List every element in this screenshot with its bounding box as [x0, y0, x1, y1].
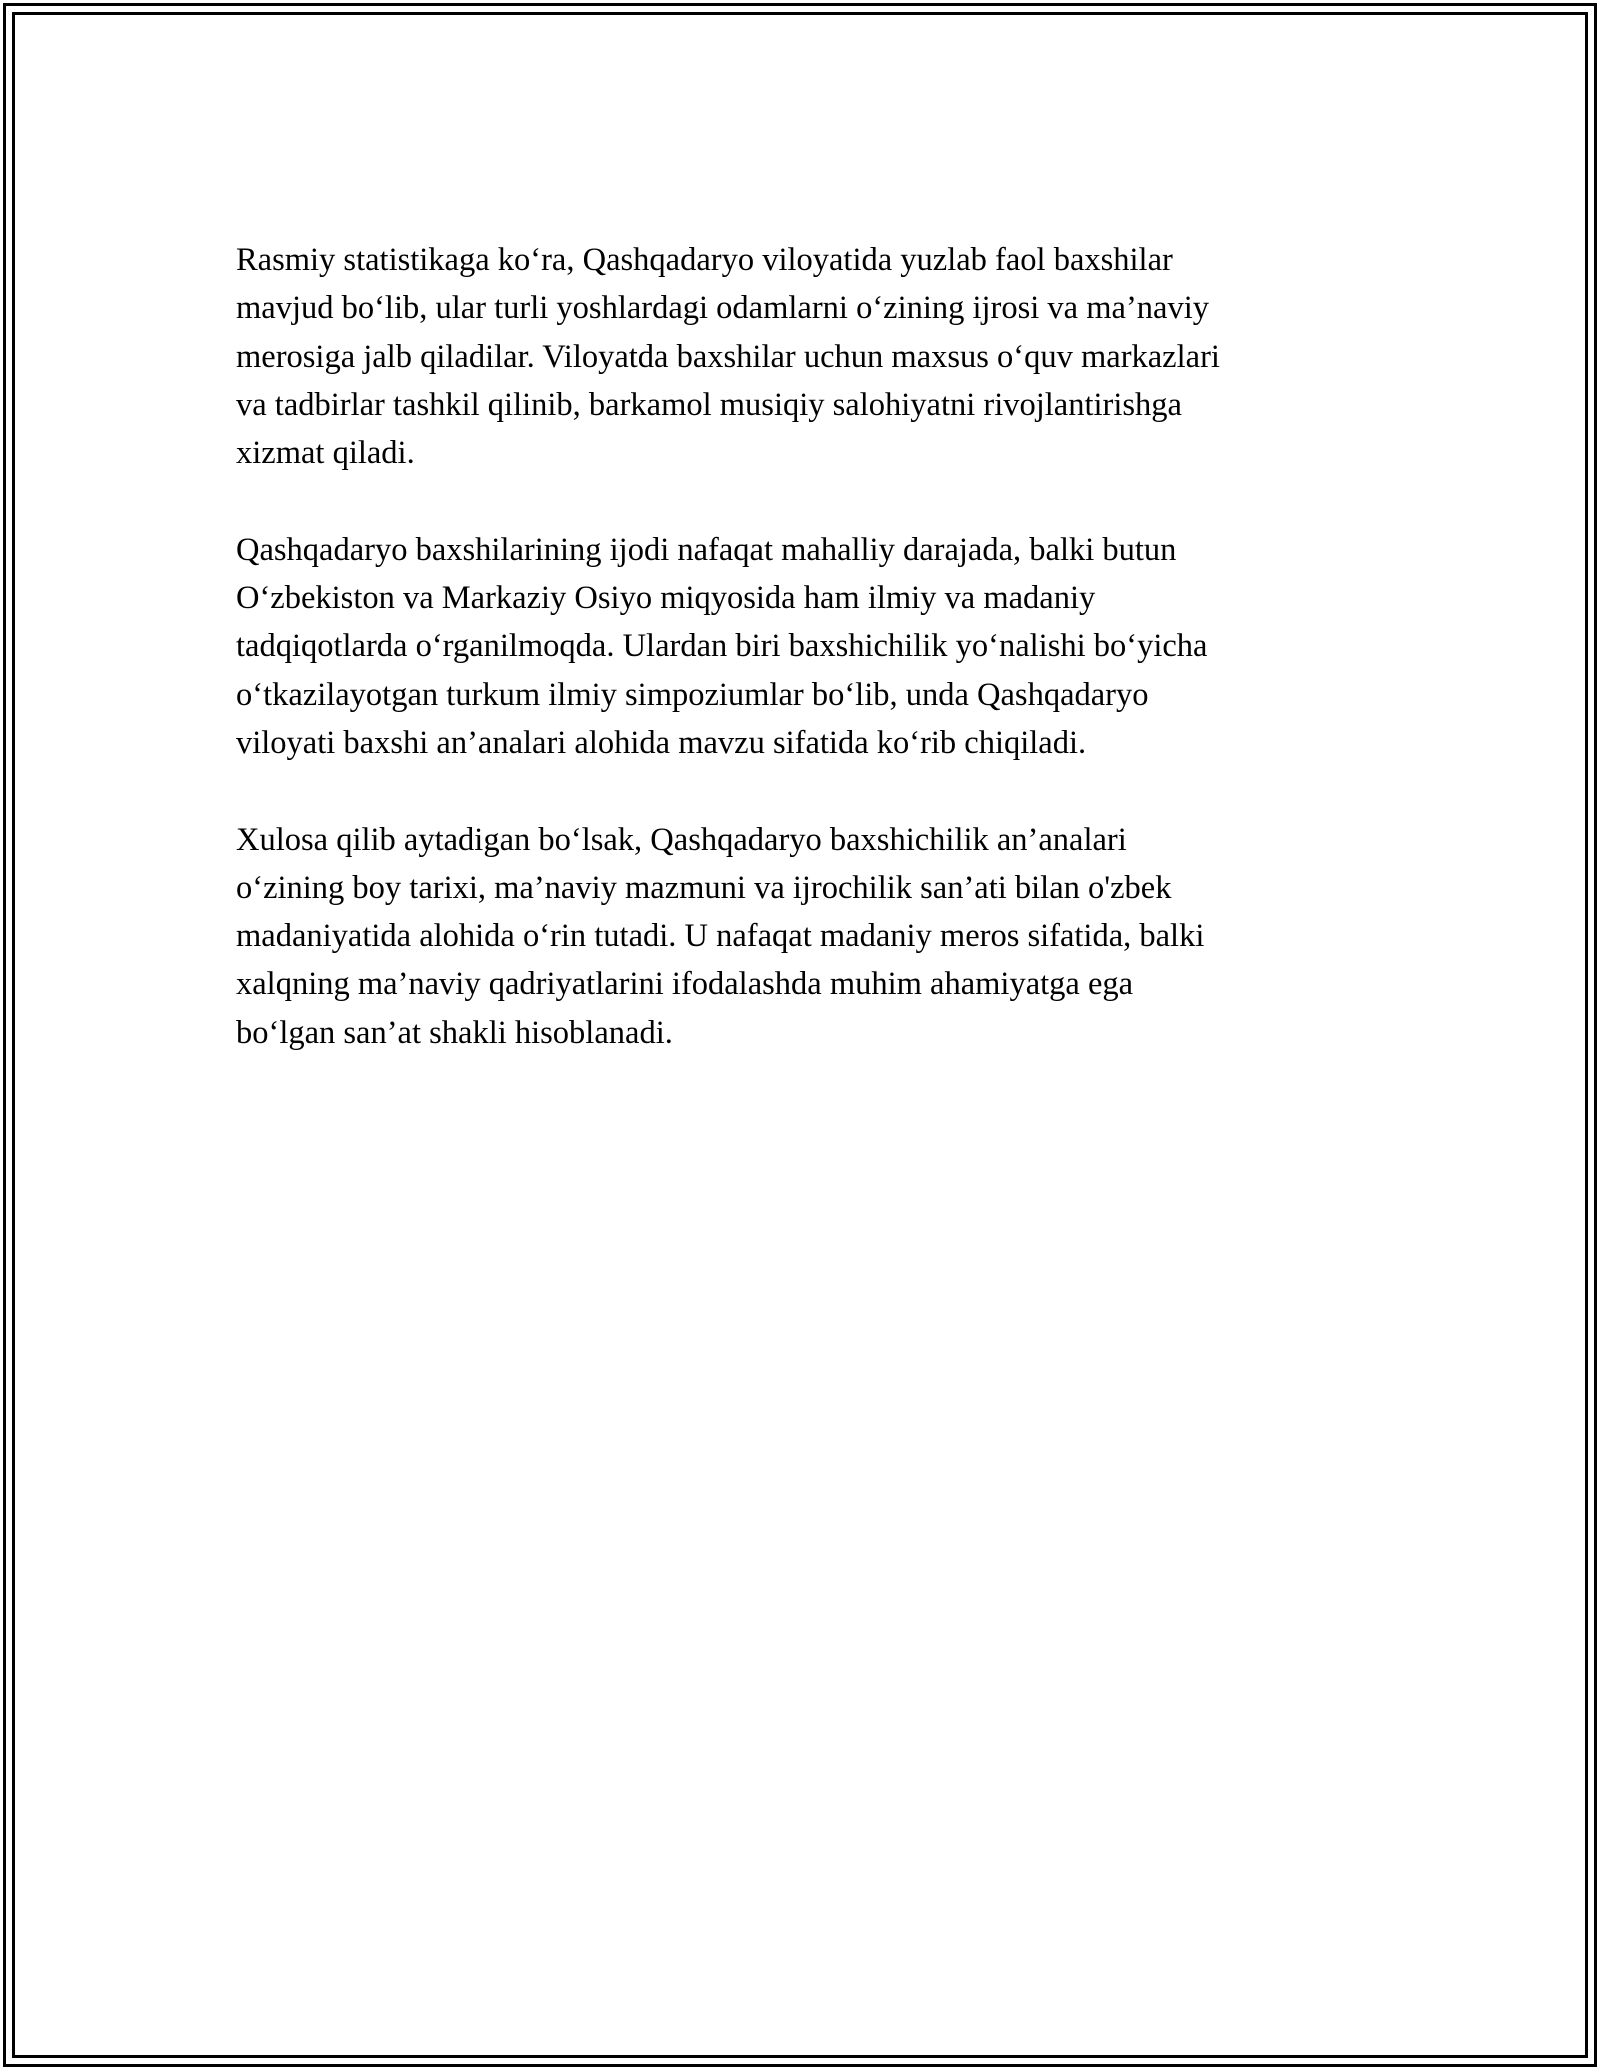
- document-body: [236, 236, 1364, 1105]
- paragraph-3: Xulosa qilib aytadigan bo‘lsak, Qashqadaryo baxshichilik an’analari o‘zining boy tarixi, ma’naviy mazmuni va ijrochilik san’ati bilan o'zbek madaniyatida alohida o‘rin tutadi. U nafaqat madaniy meros sifatida, balki xalqning ma’naviy qadriyatlarini ifodalashda muhim ahamiyatga ega bo‘lgan san’at shakli hisoblanadi.: [236, 821, 1205, 1051]
- paragraph-1: Rasmiy statistikaga ko‘ra, Qashqadaryo viloyatida yuzlab faol baxshilar mavjud bo‘lib, ular turli yoshlardagi odamlarni o‘zining ijrosi va ma’naviy merosiga jalb qiladilar. Viloyatda baxshilar uchun maxsus o‘quv markazlari va tadbirlar tashkil qilinib, barkamol musiqiy salohiyatni rivojlantirishga xizmat qiladi.: [236, 242, 1220, 472]
- paragraph-2: Qashqadaryo baxshilarining ijodi nafaqat mahalliy darajada, balki butun O‘zbekiston va Markaziy Osiyo miqyosida ham ilmiy va madaniy tadqiqotlarda o‘rganilmoqda. Ulardan biri baxshichilik yo‘nalishi bo‘yicha o‘tkazilayotgan turkum ilmiy simpoziumlar bo‘lib, unda Qashqadaryo viloyati baxshi an’analari alohida mavzu sifatida ko‘rib chiqiladi.: [236, 531, 1208, 761]
